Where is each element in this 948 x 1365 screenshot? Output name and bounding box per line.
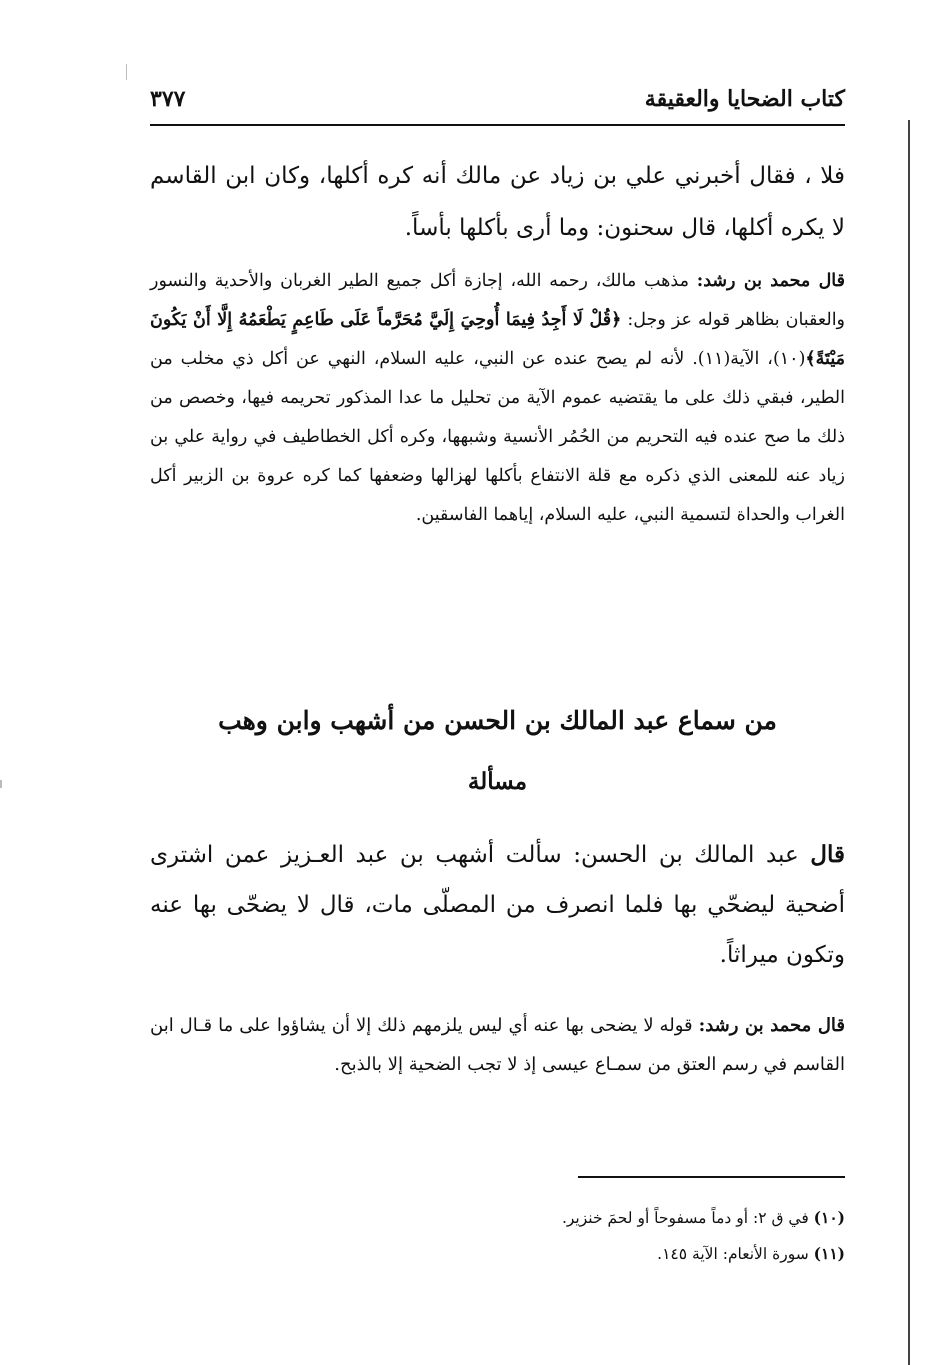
footnote-rule bbox=[578, 1176, 845, 1178]
paragraph-commentary bbox=[150, 1006, 845, 1084]
footnote-item bbox=[300, 1236, 845, 1272]
section-subheading: مسألة bbox=[467, 768, 528, 795]
footnote-number: (١١) bbox=[813, 1244, 845, 1263]
paragraph-text: مذهب مالك، رحمه الله، إجازة أكل جميع الطير الغربان والأحدية والنسور والعقبان بظاهر قوله عز وجل: bbox=[150, 271, 846, 330]
paragraph-text: (١٠)، الآية(١١). لأنه لم يصح عنده عن النبي، عليه السلام، النهي عن أكل ذي مخلب من الطير، فبقي ذلك على ما يقتضيه عموم الآية من تحليل ما عدا المذكور تحريمه فيها، وخصص من ذلك ما صح عنده فيه التحريم من الحُمُر الأنسية وشبهها، وكره أكل الخطاطيف في رواية علي بن زياد عنه للمعنى الذي ذكره مع قلة الانتفاع بأكلها لهزالها وضعفها كما كره عروة بن الزبير أكل الغراب والحداة لتسمية النبي، عليه السلام، إياهما الفاسقين. bbox=[150, 349, 845, 525]
section-heading: من سماع عبد المالك بن الحسن من أشهب وابن وهب bbox=[218, 706, 777, 735]
footnote-text: في ق ٢: أو دماً مسفوحاً أو لحمَ خنزير. bbox=[561, 1209, 814, 1227]
page-edge-line bbox=[908, 120, 910, 1365]
header-rule bbox=[150, 124, 845, 126]
paragraph-continuation bbox=[150, 150, 845, 254]
footnote-text: سورة الأنعام: الآية ١٤٥. bbox=[657, 1245, 814, 1263]
paragraph-lead: قال محمد بن رشد: bbox=[696, 271, 846, 291]
page-header bbox=[150, 84, 845, 124]
paragraph-lead: قال محمد بن رشد: bbox=[698, 1015, 845, 1036]
paragraph-question bbox=[150, 830, 845, 980]
scan-speck bbox=[0, 780, 2, 788]
footnote-number: (١٠) bbox=[813, 1208, 845, 1227]
paragraph-text: فلا ، فقال أخبرني علي بن زياد عن مالك أنه كره أكلها، وكان ابن القاسم لا يكره أكلها، قال سحنون: وما أرى بأكلها بأساً. bbox=[150, 163, 845, 241]
paragraph-text: عبد المالك بن الحسن: سألت أشهب بن عبد العـزيز عمن اشترى أضحية ليضحّي بها فلما انصرف من المصلّى مات، قال لا يضحّى بها عنه وتكون ميراثاً. bbox=[150, 842, 845, 968]
footnotes bbox=[300, 1200, 845, 1272]
paragraph-commentary bbox=[150, 262, 845, 535]
paragraph-lead: قال bbox=[810, 841, 845, 868]
running-title: كتاب الضحايا والعقيقة bbox=[644, 86, 845, 112]
scan-speck bbox=[126, 64, 127, 80]
page-number: ٣٧٧ bbox=[150, 86, 186, 112]
quran-quote: ﴿قُلْ لَا أَجِدُ فِيمَا أُوحِيَ إِلَيَّ مُحَرَّماً عَلَى طَاعِمٍ يَطْعَمُهُ إِلَّا أَنْ يَكُونَ مَيْتَةً﴾ bbox=[150, 310, 845, 369]
footnote-item bbox=[300, 1200, 845, 1236]
paragraph-text: قوله لا يضحى بها عنه أي ليس يلزمهم ذلك إلا أن يشاؤوا على ما قـال ابن القاسم في رسم العتق من سمـاع عيسى إذ لا تجب الضحية إلا بالذبح. bbox=[150, 1015, 845, 1075]
